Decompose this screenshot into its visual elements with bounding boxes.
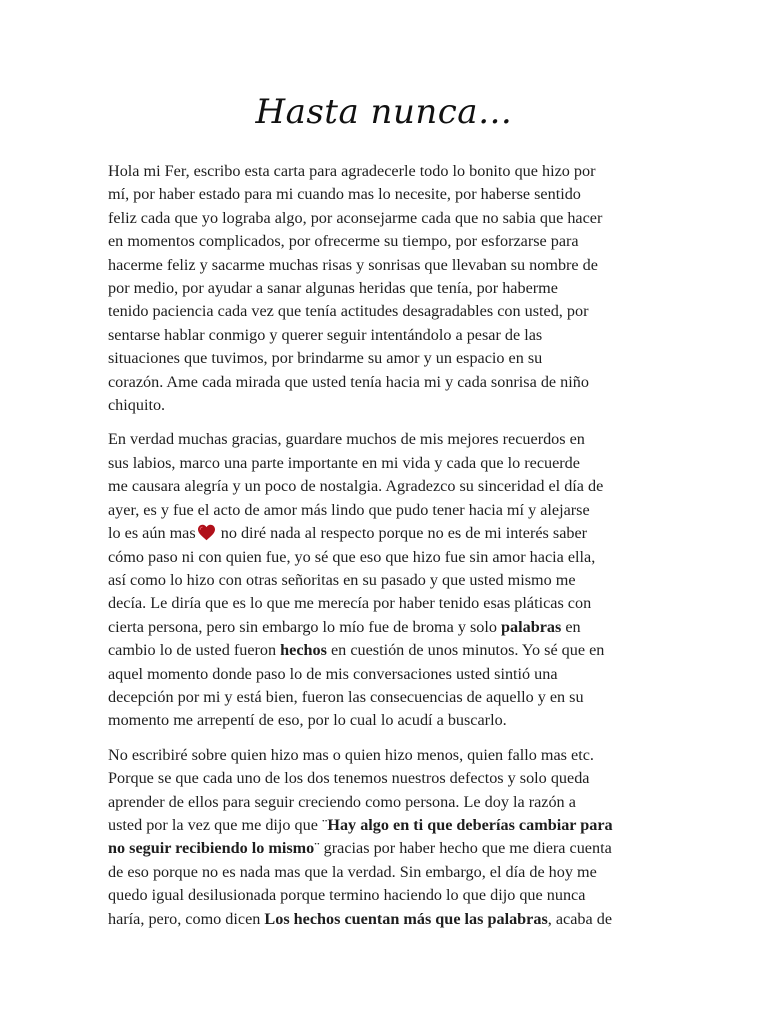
text-line: decepción por mi y está bien, fueron las consecuencias de aquello y en su: [108, 687, 584, 706]
text-line: mí, por haber estado para mi cuando mas lo necesite, por haberse sentido: [108, 185, 581, 204]
text-line: ayer, es y fue el acto de amor más lindo que pudo tener hacia mí y alejarse: [108, 500, 590, 519]
bold-word-palabras: palabras: [501, 617, 562, 636]
heart-icon: [197, 524, 216, 541]
text-line: feliz cada que yo lograba algo, por aconsejarme cada que no sabia que hacer: [108, 208, 603, 227]
text-line: En verdad muchas gracias, guardare muchos de mis mejores recuerdos en: [108, 430, 585, 449]
text-line: chiquito.: [108, 396, 166, 415]
bold-quote-part-1: Hay algo en ti que deberías cambiar para: [327, 815, 613, 834]
text-line: [108, 616, 664, 639]
text-line: cómo paso ni con quien fue, yo sé que eso que hizo fue sin amor hacia ella,: [108, 547, 596, 566]
letter-body: [108, 160, 664, 942]
text-line: aquel momento donde paso lo de mis conversaciones usted sintió una: [108, 664, 558, 683]
text-line: [108, 639, 664, 662]
text-line: me causara alegría y un poco de nostalgia. Agradezco su sinceridad el día de: [108, 477, 604, 496]
text-line: decía. Le diría que es lo que me merecía por haber tenido esas pláticas con: [108, 594, 592, 613]
paragraph-3: [108, 744, 664, 931]
text-line: quedo igual desilusionada porque termino haciendo lo que dijo que nunca: [108, 886, 586, 905]
text-segment: cambio lo de usted fueron: [108, 641, 281, 660]
text-segment: en cuestión de unos minutos. Yo sé que en: [326, 641, 605, 660]
text-segment: haría, pero, como dicen: [108, 909, 265, 928]
text-segment: cierta persona, pero sin embargo lo mío fue de broma y solo: [108, 617, 502, 636]
text-line: [108, 908, 664, 931]
text-line: sentarse hablar conmigo y querer seguir intentándolo a pesar de las: [108, 325, 543, 344]
text-line: Porque se que cada uno de los dos tenemos nuestros defectos y solo queda: [108, 769, 590, 788]
text-line: así como lo hizo con otras señoritas en su pasado y que usted mismo me: [108, 570, 576, 589]
text-segment: en: [561, 617, 581, 636]
text-segment: lo es aún mas: [108, 524, 196, 543]
text-line: aprender de ellos para seguir creciendo como persona. Le doy la razón a: [108, 792, 576, 811]
text-line: de eso porque no es nada mas que la verdad. Sin embargo, el día de hoy me: [108, 862, 597, 881]
text-line: sus labios, marco una parte importante en mi vida y cada que lo recuerde: [108, 453, 580, 472]
text-segment: , acaba de: [547, 909, 613, 928]
text-line: corazón. Ame cada mirada que usted tenía hacia mi y cada sonrisa de niño: [108, 372, 589, 391]
text-line: por medio, por ayudar a sanar algunas heridas que tenía, por haberme: [108, 279, 558, 298]
bold-quote-part-2: no seguir recibiendo lo mismo: [108, 839, 315, 858]
text-segment: usted por la vez que me dijo que ¨: [108, 815, 328, 834]
text-line: tenido paciencia cada vez que tenía actitudes desagradables con usted, por: [108, 302, 589, 321]
text-line: hacerme feliz y sacarme muchas risas y sonrisas que llevaban su nombre de: [108, 255, 598, 274]
bold-phrase-hechos-palabras: Los hechos cuentan más que las palabras: [264, 909, 548, 928]
page-title: Hasta nunca…: [255, 92, 513, 132]
paragraph-2: [108, 428, 664, 732]
text-line: en momentos complicados, por ofrecerme su tiempo, por esforzarse para: [108, 232, 579, 251]
paragraph-1: [108, 160, 664, 417]
bold-word-hechos: hechos: [280, 641, 327, 660]
text-line: No escribiré sobre quien hizo mas o quien hizo menos, quien fallo mas etc.: [108, 745, 594, 764]
text-line: situaciones que tuvimos, por brindarme su amor y un espacio en su: [108, 349, 543, 368]
text-segment: no diré nada al respecto porque no es de mi interés saber: [216, 524, 588, 543]
text-line: [108, 522, 664, 545]
text-line: Hola mi Fer, escribo esta carta para agradecerle todo lo bonito que hizo por: [108, 162, 596, 180]
text-line: [108, 814, 664, 837]
text-segment: ¨ gracias por haber hecho que me diera cuenta: [314, 839, 612, 858]
text-line: [108, 837, 664, 860]
text-line: momento me arrepentí de eso, por lo cual lo acudí a buscarlo.: [108, 711, 507, 730]
